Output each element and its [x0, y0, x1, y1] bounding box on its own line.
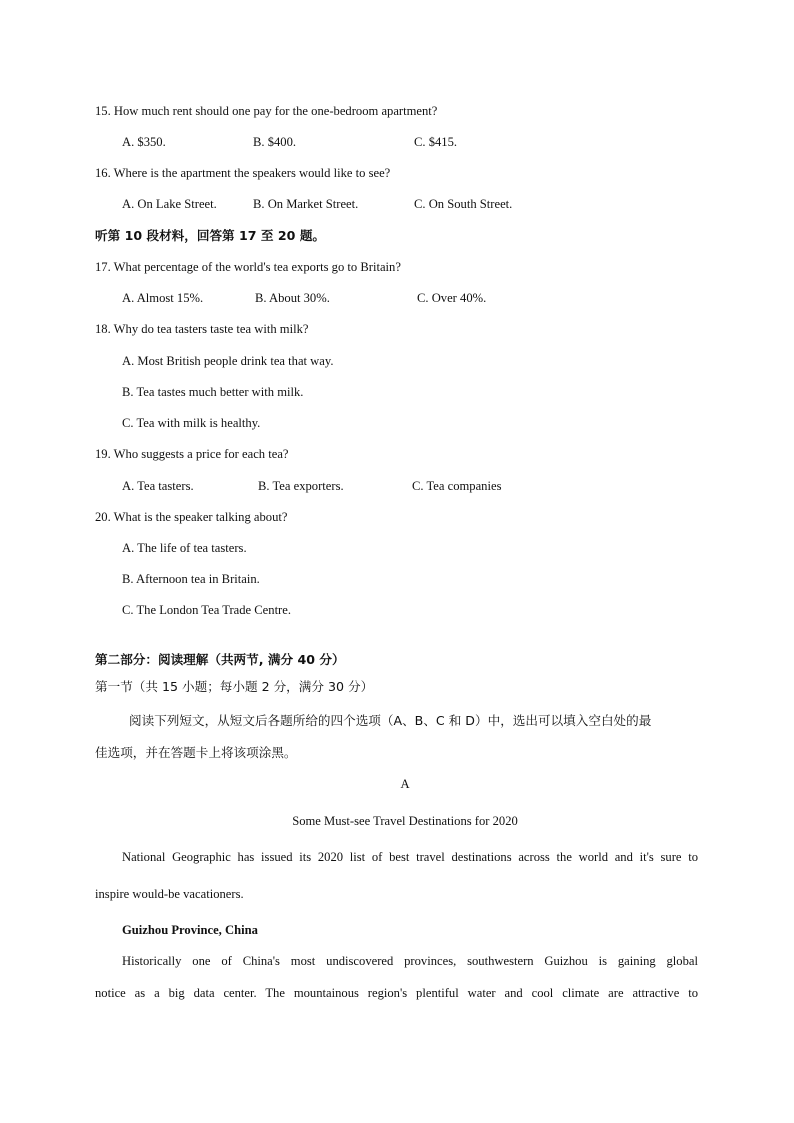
- q17-option-a: A. Almost 15%.: [122, 291, 204, 305]
- question-18: 18. Why do tea tasters taste tea with milk?: [95, 322, 309, 336]
- q17-option-c: C. Over 40%.: [417, 291, 487, 305]
- question-17: 17. What percentage of the world's tea exports go to Britain?: [95, 260, 401, 274]
- instruction-line-2: 佳选项，并在答题卡上将该项涂黑。: [95, 745, 297, 760]
- question-15: 15. How much rent should one pay for the one-bedroom apartment?: [95, 104, 438, 118]
- passage-subheading: Guizhou Province, China: [122, 923, 258, 937]
- question-16: 16. Where is the apartment the speakers would like to see?: [95, 166, 391, 180]
- passage-title: Some Must-see Travel Destinations for 2020: [292, 814, 518, 828]
- q20-option-c: C. The London Tea Trade Centre.: [122, 603, 291, 617]
- q19-option-a: A. Tea tasters.: [122, 479, 194, 493]
- q19-option-c: C. Tea companies: [412, 479, 502, 493]
- q16-option-b: B. On Market Street.: [253, 197, 359, 211]
- section-1-heading: 第一节（共 15 小题；每小题 2 分，满分 30 分）: [95, 679, 374, 694]
- q17-option-b: B. About 30%.: [255, 291, 330, 305]
- q20-option-a: A. The life of tea tasters.: [122, 541, 247, 555]
- q15-option-c: C. $415.: [414, 135, 458, 149]
- q20-option-b: B. Afternoon tea in Britain.: [122, 572, 260, 586]
- q18-option-c: C. Tea with milk is healthy.: [122, 416, 261, 430]
- passage-intro-line-2: inspire would-be vacationers.: [95, 887, 244, 901]
- q19-option-b: B. Tea exporters.: [258, 479, 344, 493]
- q16-option-c: C. On South Street.: [414, 197, 513, 211]
- question-19: 19. Who suggests a price for each tea?: [95, 447, 289, 461]
- part-2-title: 第二部分：阅读理解（共两节, 满分 40 分）: [95, 652, 345, 667]
- passage-body-line-2: notice as a big data center. The mountainous region's plentiful water and cool climate are attractive to: [95, 986, 698, 1000]
- q15-option-a: A. $350.: [122, 135, 166, 149]
- q15-option-b: B. $400.: [253, 135, 297, 149]
- q18-option-b: B. Tea tastes much better with milk.: [122, 385, 304, 399]
- instruction-line-1: 阅读下列短文，从短文后各题所给的四个选项（A、B、C 和 D）中，选出可以填入空白处的最: [129, 713, 652, 728]
- section-10-heading: 听第 10 段材料，回答第 17 至 20 题。: [95, 228, 326, 243]
- passage-letter: A: [400, 777, 410, 791]
- q16-option-a: A. On Lake Street.: [122, 197, 217, 211]
- q18-option-a: A. Most British people drink tea that way.: [122, 354, 334, 368]
- passage-intro-line-1: National Geographic has issued its 2020 list of best travel destinations across the world and it's sure to: [122, 850, 698, 864]
- question-20: 20. What is the speaker talking about?: [95, 510, 288, 524]
- passage-body-line-1: Historically one of China's most undiscovered provinces, southwestern Guizhou is gaining global: [122, 954, 698, 968]
